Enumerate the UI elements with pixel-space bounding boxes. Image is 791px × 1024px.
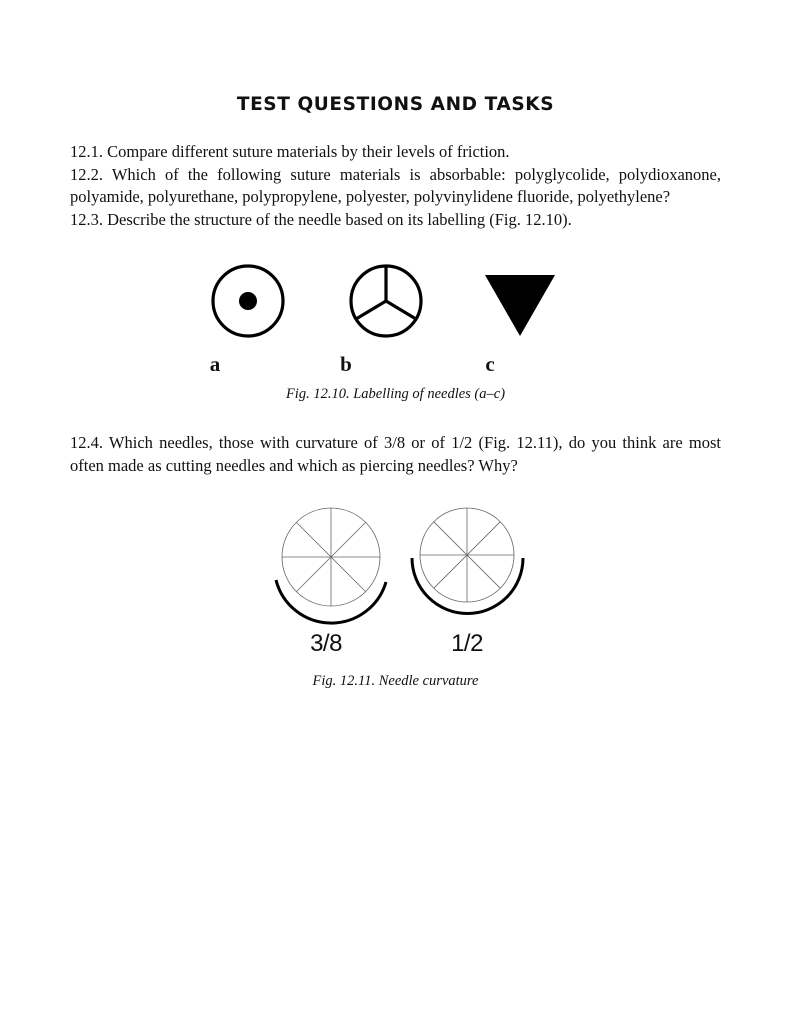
needle-symbol-c-icon bbox=[484, 274, 558, 338]
questions-block-2 bbox=[70, 432, 721, 477]
figure-label-b: b bbox=[340, 352, 352, 376]
curvature-1-2-diagram bbox=[405, 500, 530, 625]
curvature-3-8-diagram bbox=[270, 500, 395, 625]
questions-block-1 bbox=[70, 141, 721, 231]
question-12-4: 12.4. Which needles, those with curvature of 3/8 or of 1/2 (Fig. 12.11), do you think are most often made as cutting needles and which as piercing needles? Why? bbox=[70, 433, 721, 475]
curvature-label-1-2: 1/2 bbox=[451, 630, 483, 657]
needle-symbol-a-icon bbox=[208, 264, 288, 344]
needle-symbol-b-icon bbox=[346, 264, 426, 344]
figure-12-11-caption: Fig. 12.11. Needle curvature bbox=[312, 673, 479, 689]
curvature-label-3-8: 3/8 bbox=[310, 630, 342, 657]
question-12-2: 12.2. Which of the following suture materials is absorbable: polyglycolide, polydioxanone, polyamide, polyurethane, polypropylene, polyester, polyvinylidene fluoride, polyethylene? bbox=[70, 164, 721, 206]
figure-label-a: a bbox=[209, 352, 221, 376]
question-12-3: 12.3. Describe the structure of the needle based on its labelling (Fig. 12.10). bbox=[70, 209, 572, 229]
figure-12-10-caption: Fig. 12.10. Labelling of needles (a–c) bbox=[285, 386, 506, 402]
figure-label-c: c bbox=[485, 352, 495, 376]
question-12-1: 12.1. Compare different suture materials by their levels of friction. bbox=[70, 142, 510, 161]
page-title: TEST QUESTIONS AND TASKS bbox=[236, 94, 555, 115]
